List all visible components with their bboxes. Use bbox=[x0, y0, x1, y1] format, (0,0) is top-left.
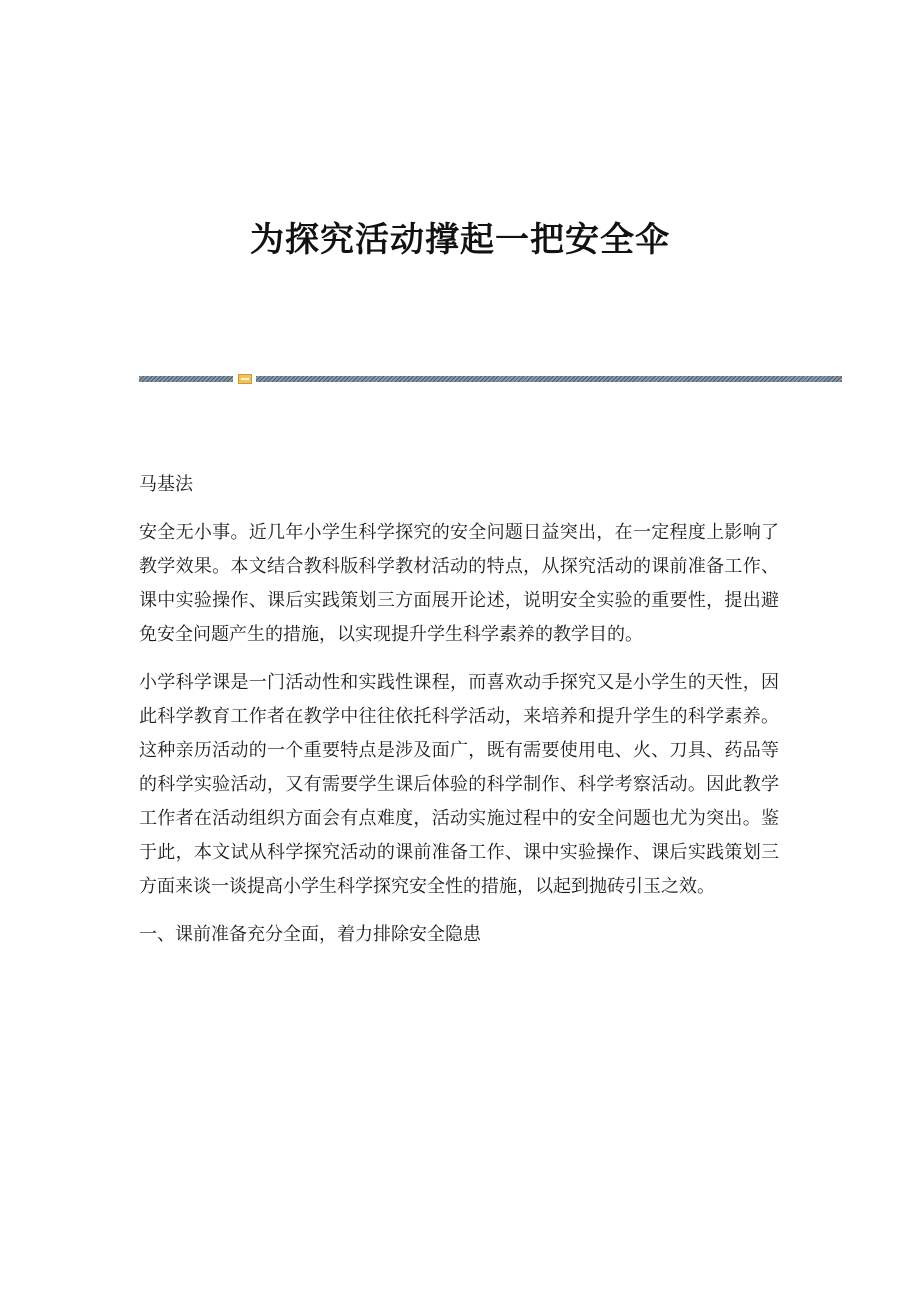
divider-bar-left bbox=[139, 376, 233, 382]
divider-ornament-icon bbox=[238, 374, 252, 384]
document-title: 为探究活动撑起一把安全伞 bbox=[250, 220, 670, 260]
section-heading: 一、课前准备充分全面，着力排除安全隐患 bbox=[139, 924, 481, 945]
author-name: 马基法 bbox=[139, 474, 193, 495]
title-divider bbox=[139, 374, 842, 384]
abstract-paragraph: 安全无小事。近几年小学生科学探究的安全问题日益突出，在一定程度上影响了教学效果。本文结合教科版科学教材活动的特点，从探究活动的课前准备工作、课中实验操作、课后实践策划三方面展开论述，说明安全实验的重要性，提出避免安全问题产生的措施，以实现提升学生科学素养的教学目的。 bbox=[139, 522, 779, 645]
divider-bar-right bbox=[256, 376, 842, 382]
body-paragraph: 小学科学课是一门活动性和实践性课程，而喜欢动手探究又是小学生的天性，因此科学教育工作者在教学中往往依托科学活动，来培养和提升学生的科学素养。这种亲历活动的一个重要特点是涉及面广，既有需要使用电、火、刀具、药品等的科学实验活动，又有需要学生课后体验的科学制作、科学考察活动。因此教学工作者在活动组织方面会有点难度，活动实施过程中的安全问题也尤为突出。鉴于此，本文试从科学探究活动的课前准备工作、课中实验操作、课后实践策划三方面来谈一谈提高小学生科学探究安全性的措施，以起到抛砖引玉之效。 bbox=[139, 672, 779, 897]
document-body bbox=[139, 468, 779, 966]
